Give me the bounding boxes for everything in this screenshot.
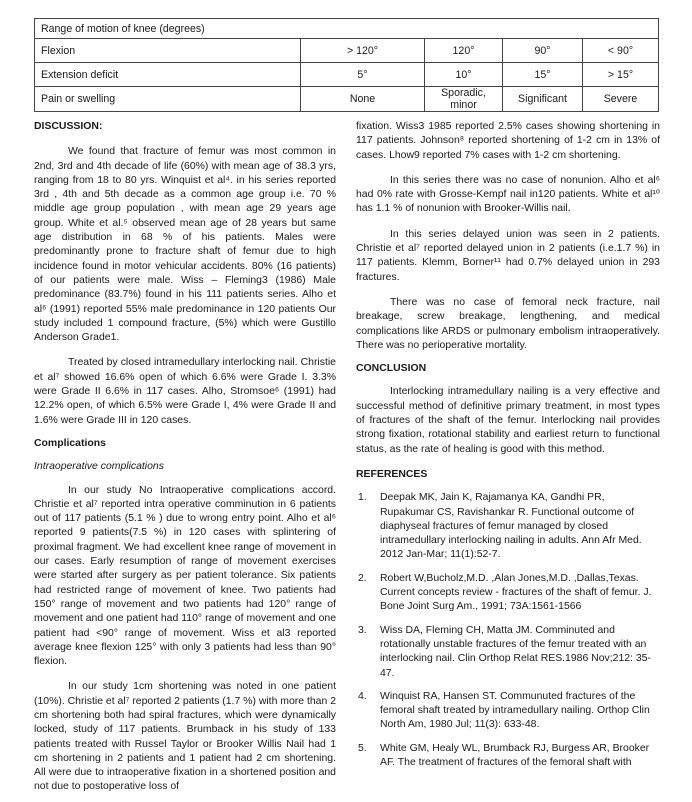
row-label: Flexion	[35, 39, 301, 63]
paragraph: There was no case of femoral neck fracture, nail breakage, screw breakage, lengthening, and medical complications like ARDS or pulmonary embolism intraoperatively. There was no perioperative mortality.	[356, 296, 660, 351]
table-row	[35, 87, 659, 112]
paragraph: Treated by closed intramedullary interlocking nail. Christie et al⁷ showed 16.6% open of which 6.6% were Grade I. 3.3% were Grade II 6.6% in 117 cases. Alho, Stromsoe⁶ (1991) had 12.2% open, of which 6.5% were Grade I, 4% were Grade II and 1.6% were Grade III in 120 cases.	[34, 357, 336, 426]
reference-text: Winquist RA, Hansen ST. Communuted fractures of the femoral shaft treated by intramedullary nailing. Orthop Clin North Am, 1980 Jul; 11(3): 633-48.	[380, 690, 650, 731]
reference-item	[356, 491, 660, 562]
paragraph: We found that fracture of femur was most common in 2nd, 3rd and 4th decade of life (60%) with mean age of 38.3 yrs, ranging from 18 to 80 yrs. Winquist et al⁴. in his series reported 3rd , 4th and 5th decade as a common age group i.e. 70 % middle age group population , with mean age 29 years age group. White et al.⁵ observed mean age of 28 years but same age distribution in 68 % of his patients. Males were predominantly prone to fracture shaft of femur due to high incidence found in motor vehicular accidents. 80% (16 patients) of our patients were male. Wiss – Fleming3 (1986) Male predominance (83.7%) found in his 111 patients series. Alho et al⁶ (1991) reported 55% male predominance in 120 patients Our study included 1 compound fracture, (5%) which were Gustillo Anderson Grade1.	[34, 146, 336, 344]
row-label: Pain or swelling	[35, 87, 301, 112]
table-title: Range of motion of knee (degrees)	[35, 19, 659, 39]
paragraph: In our study 1cm shortening was noted in one patient (10%). Christie et al⁷ reported 2 patients (1.7 %) with more than 2 cm shortening both had spiral fractures, which were dynamically locked, study of 117 patients. Brumback in his study of 133 patients treated with Russel Taylor or Brooker Willis Nail had 1 cm shortening in 2 patients and 1 patient had 2 cm shortening. All were due to intraoperative fixation in a shortened position and not due to postoperative loss of	[34, 681, 336, 793]
table-cell: None	[301, 87, 425, 112]
references-heading: REFERENCES	[356, 468, 428, 480]
reference-text: Robert W,Bucholz,M.D. ,Alan Jones,M.D. ,Dallas,Texas. Current concepts review - fractures of the shaft of femur. J. Bone Joint Surg Am., 1991; 73A:1561-1566	[380, 572, 652, 613]
conclusion-heading: CONCLUSION	[356, 363, 427, 375]
intraop-subheading: Intraoperative complications	[34, 461, 164, 473]
paragraph: In this series there was no case of nonunion. Alho et al⁶ had 0% rate with Grosse-Kempf nail in120 patients. White et al¹⁰ has 1.1 % of nonunion with Brooker-Willis nail.	[356, 174, 660, 215]
discussion-heading: DISCUSSION:	[34, 121, 103, 132]
table-row	[35, 39, 659, 63]
reference-item	[356, 572, 660, 615]
reference-item	[356, 690, 660, 733]
table-cell: 120°	[425, 39, 503, 63]
table-cell: > 120°	[301, 39, 425, 63]
reference-item	[356, 742, 660, 771]
reference-item	[356, 624, 660, 681]
row-label: Extension deficit	[35, 63, 301, 87]
reference-text: Wiss DA, Fleming CH, Matta JM. Comminuted and rotationally unstable fractures of the femur treated with an interlocking nail. Clin Orthop Relat RES.1986 Nov;212: 35-47.	[380, 624, 651, 679]
table-row	[35, 63, 659, 87]
paragraph: fixation. Wiss3 1985 reported 2.5% cases showing shortening in 117 patients. Johnson⁸ reported shortening of 1-2 cm in 13% of cases. Lhow9 reported 7% cases with 1-2 cm shortening.	[356, 121, 660, 161]
knee-motion-table	[34, 18, 659, 112]
reference-text: White GM, Healy WL, Brumback RJ, Burgess AR, Brooker AF. The treatment of fractures of the femoral shaft with	[380, 742, 650, 768]
complications-heading: Complications	[34, 437, 106, 449]
table-cell: 5°	[301, 63, 425, 87]
reference-number: 5.	[358, 742, 367, 754]
table-cell: Severe	[583, 87, 659, 112]
table-cell: 15°	[503, 63, 583, 87]
reference-number: 1.	[358, 492, 367, 504]
reference-number: 4.	[358, 690, 367, 702]
table-cell: < 90°	[583, 39, 659, 63]
reference-number: 3.	[358, 624, 367, 636]
table-cell: Sporadic, minor	[425, 87, 503, 112]
table-cell: Significant	[503, 87, 583, 112]
table-cell: 90°	[503, 39, 583, 63]
reference-list	[356, 491, 660, 770]
left-column	[34, 120, 336, 795]
reference-number: 2.	[358, 572, 367, 584]
table-cell: > 15°	[583, 63, 659, 87]
table-cell: 10°	[425, 63, 503, 87]
right-column	[356, 120, 660, 779]
paragraph: Interlocking intramedullary nailing is a very effective and successful method of definitive primary treatment, in most types of fractures of the shaft of the femur. Interlocking nail provides strong fixation, rotational stability and earliest return to functional status, as the rate of healing is good with this method.	[356, 386, 660, 455]
paragraph: In this series delayed union was seen in 2 patients. Christie et al⁷ reported delayed union in 2 patients (i.e.1.7 %) in 117 patients. Klemm, Borner¹¹ had 0.7% delayed union in 293 fractures.	[356, 228, 660, 283]
reference-text: Deepak MK, Jain K, Rajamanya KA, Gandhi PR, Rupakumar CS, Ravishankar R. Functional outcome of diaphyseal fractures of femur managed by closed intramedullary interlocking nailing in adults. Ann Afr Med. 2012 Jan-Mar; 11(1):52-7.	[380, 492, 642, 561]
paragraph: In our study No Intraoperative complications accord. Christie et al⁷ reported intra operative comminution in 6 patients out of 117 patients (5.1 % ) due to wrong entry point. Alho et al⁶ reported 9 patients(7.5 %) in 120 cases with splintering of proximal fragment. We had excellent knee range of movement in our cases. Early resumption of range of movement exercises were started after surgery as per patient tolerance. Six patients had restricted range of movement of knee. Two patients had 150° range of movement and two patients had 120° range of movement and one patient had 110° range of movement and one patient had <90° range of movement. Wiss et al3 reported average knee flexion 125° with only 3 patients had less than 90° flexion.	[34, 484, 336, 668]
